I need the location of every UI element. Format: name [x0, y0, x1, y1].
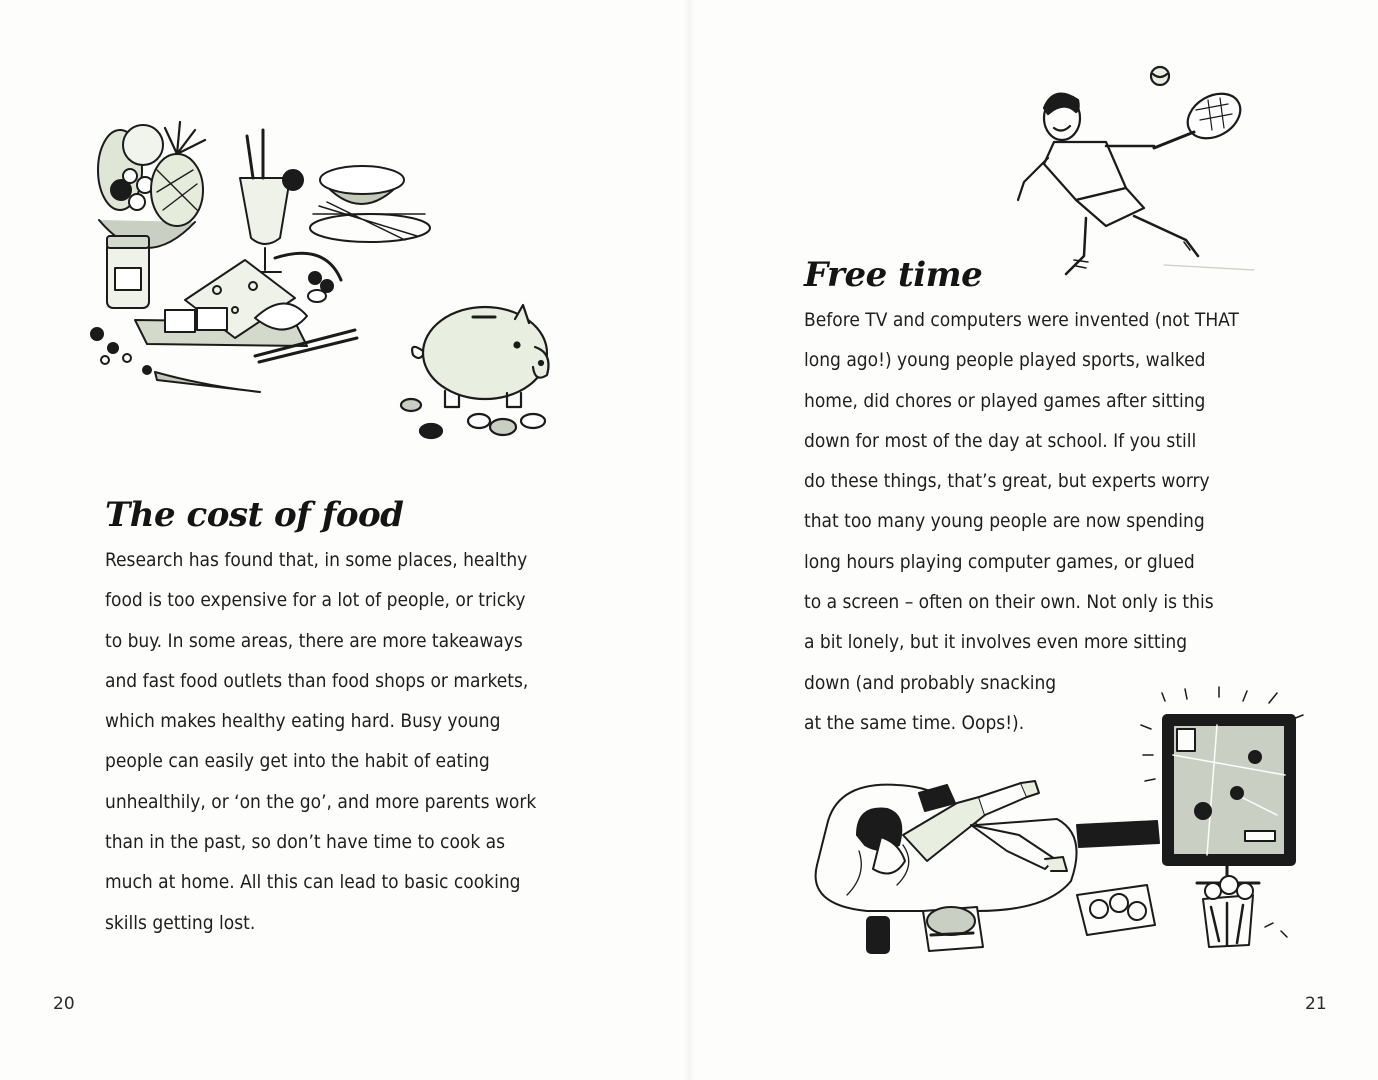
- body-line: home, did chores or played games after sitting: [804, 389, 1206, 412]
- body-line: which makes healthy eating hard. Busy young: [105, 710, 501, 733]
- body-line: long ago!) young people played sports, walked: [804, 349, 1206, 372]
- tennis-player-illustration: [1014, 60, 1264, 285]
- body-line: Research has found that, in some places, healthy: [105, 549, 528, 571]
- right-page: [689, 0, 1378, 1080]
- section-heading: Free time: [804, 255, 983, 295]
- section-heading: The cost of food: [105, 495, 404, 535]
- piggy-bank-illustration: [395, 295, 570, 450]
- body-line: down (and probably snacking: [804, 671, 1057, 694]
- body-line: to a screen – often on their own. Not only is this: [804, 591, 1214, 614]
- body-line: than in the past, so don’t have time to cook as: [105, 831, 506, 854]
- page-number: 20: [53, 994, 75, 1014]
- body-line: to buy. In some areas, there are more takeaways: [105, 629, 523, 652]
- gamer-illustration: [807, 685, 1307, 970]
- body-line: at the same time. Oops!).: [804, 711, 1025, 734]
- body-line: a bit lonely, but it involves even more sitting: [804, 631, 1188, 654]
- body-line: that too many young people are now spending: [804, 510, 1205, 533]
- body-line: skills getting lost.: [105, 911, 256, 934]
- body-line: people can easily get into the habit of eating: [105, 750, 490, 773]
- body-line: Before TV and computers were invented (not THAT: [804, 309, 1239, 331]
- body-line: do these things, that’s great, but experts worry: [804, 470, 1210, 493]
- body-line: and fast food outlets than food shops or markets,: [105, 669, 529, 692]
- body-line: food is too expensive for a lot of people, or tricky: [105, 589, 526, 612]
- page-number: 21: [1305, 994, 1327, 1014]
- section-body: [105, 540, 536, 943]
- body-line: much at home. All this can lead to basic cooking: [105, 871, 521, 894]
- body-line: long hours playing computer games, or glued: [804, 550, 1195, 573]
- body-line: down for most of the day at school. If you still: [804, 429, 1197, 452]
- body-line: unhealthily, or ‘on the go’, and more parents work: [105, 790, 537, 813]
- section-body: [804, 300, 1239, 743]
